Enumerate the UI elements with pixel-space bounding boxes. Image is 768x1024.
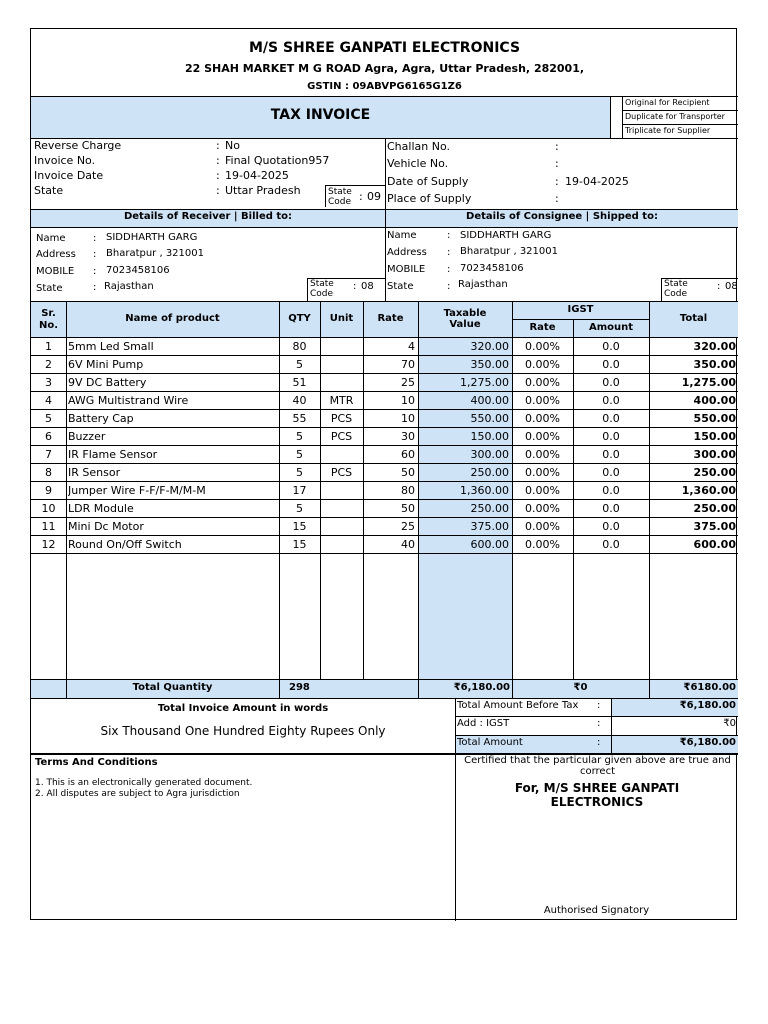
colon: : [359,190,363,203]
colon: : [93,266,97,277]
cell-product: Jumper Wire F-F/F-M/M-M [68,484,206,497]
consignee-state-code: 08 [725,281,738,292]
cell-total: 350.00 [693,358,736,371]
consignee-address-label: Address [387,247,427,258]
cell-rate: 50 [401,502,415,515]
header-unit: Unit [329,313,354,324]
cell-sr: 10 [41,502,56,515]
consignee-mobile-label: MOBILE [387,264,426,275]
receiver-state-code-label: State Code [310,279,334,299]
state-value: Uttar Pradesh [225,184,301,197]
cell-product: Round On/Off Switch [68,538,182,551]
cell-igst-rate: 0.00% [525,484,560,497]
cell-taxable: 150.00 [470,430,509,443]
igst-label: Add : IGST [457,718,510,729]
colon: : [555,175,559,188]
cell-rate: 10 [401,412,415,425]
receiver-address: Bharatpur , 321001 [106,248,204,259]
receiver-address-label: Address [36,249,76,260]
invoice-date-value: 19-04-2025 [225,169,289,182]
cell-product: 6V Mini Pump [68,358,144,371]
consignee-heading: Details of Consignee | Shipped to: [466,211,658,222]
cell-sr: 1 [45,340,52,353]
cell-product: Mini Dc Motor [68,520,144,533]
header-sr: Sr. No. [38,308,59,331]
consignee-name: SIDDHARTH GARG [460,230,552,241]
total-taxable-value: ₹6,180.00 [453,682,510,693]
words-heading: Total Invoice Amount in words [157,703,329,714]
consignee-address: Bharatpur , 321001 [460,246,558,257]
cell-qty: 5 [296,430,303,443]
cell-igst-amount: 0.0 [602,466,620,479]
receiver-name: SIDDHARTH GARG [106,232,198,243]
vehicle-label: Vehicle No. [387,157,449,170]
copy-duplicate: Duplicate for Transporter [625,112,725,121]
challan-label: Challan No. [387,140,450,153]
cell-taxable: 1,275.00 [460,376,509,389]
colon: : [555,140,559,153]
colon: : [93,233,97,244]
header-igst-rate: Rate [529,322,556,333]
cell-igst-rate: 0.00% [525,376,560,389]
cell-unit: PCS [330,412,353,425]
consignee-mobile: 7023458106 [460,263,524,274]
colon: : [597,737,601,748]
cell-product: 5mm Led Small [68,340,154,353]
cell-taxable: 250.00 [470,502,509,515]
cell-sr: 11 [41,520,56,533]
colon: : [216,184,220,197]
cell-taxable: 375.00 [470,520,509,533]
cell-igst-amount: 0.0 [602,340,620,353]
colon: : [447,247,451,258]
cell-total: 400.00 [693,394,736,407]
cell-unit: PCS [330,466,353,479]
colon: : [93,249,97,260]
cell-rate: 50 [401,466,415,479]
before-tax-value: ₹6,180.00 [679,700,736,711]
cell-igst-rate: 0.00% [525,412,560,425]
cell-rate: 70 [401,358,415,371]
colon: : [216,169,220,182]
cell-rate: 60 [401,448,415,461]
total-quantity-label: Total Quantity [132,682,213,693]
receiver-mobile: 7023458106 [106,265,170,276]
header-total: Total [679,313,708,324]
cell-sr: 3 [45,376,52,389]
place-supply-label: Place of Supply [387,192,472,205]
cell-taxable: 1,360.00 [460,484,509,497]
reverse-charge-label: Reverse Charge [34,139,122,152]
cell-total: 1,275.00 [681,376,736,389]
cell-sr: 7 [45,448,52,461]
copy-original: Original for Recipient [625,98,710,107]
total-quantity-value: 298 [289,682,310,693]
cell-product: LDR Module [68,502,134,515]
date-supply-value: 19-04-2025 [565,175,629,188]
invoice-title: TAX INVOICE [270,107,371,123]
colon: : [353,281,357,292]
certification-text: Certified that the particular given above are true and correct [464,755,731,777]
table-row [31,428,738,446]
colon: : [93,282,97,293]
cell-igst-amount: 0.0 [602,412,620,425]
receiver-state-label: State [36,283,63,294]
company-gstin: GSTIN : 09ABVPG6165G1Z6 [307,81,462,92]
cell-igst-amount: 0.0 [602,448,620,461]
cell-total: 1,360.00 [681,484,736,497]
colon: : [555,157,559,170]
company-address: 22 SHAH MARKET M G ROAD Agra, Agra, Uttar Pradesh, 282001, [184,62,585,75]
cell-igst-rate: 0.00% [525,394,560,407]
table-row [31,446,738,464]
cell-qty: 40 [292,394,307,407]
cell-taxable: 400.00 [470,394,509,407]
cell-sr: 2 [45,358,52,371]
cell-igst-amount: 0.0 [602,376,620,389]
state-code-label: State Code [328,187,352,207]
cell-qty: 5 [296,502,303,515]
copy-triplicate: Triplicate for Supplier [625,126,711,135]
total-grand-value: ₹6180.00 [683,682,736,693]
cell-total: 250.00 [693,466,736,479]
header-qty: QTY [288,313,311,324]
cell-total: 250.00 [693,502,736,515]
cell-igst-rate: 0.00% [525,430,560,443]
receiver-name-label: Name [36,233,66,244]
cell-taxable: 250.00 [470,466,509,479]
invoice-date-label: Invoice Date [34,169,104,182]
cell-qty: 55 [292,412,307,425]
table-row [31,464,738,482]
cell-taxable: 350.00 [470,358,509,371]
cell-taxable: 600.00 [470,538,509,551]
cell-rate: 80 [401,484,415,497]
cell-product: IR Flame Sensor [68,448,158,461]
colon: : [597,718,601,729]
cell-igst-amount: 0.0 [602,538,620,551]
colon: : [717,281,721,292]
cell-igst-rate: 0.00% [525,520,560,533]
table-row [31,518,738,536]
table-row [31,374,738,392]
cell-product: 9V DC Battery [68,376,147,389]
colon: : [597,700,601,711]
colon: : [447,264,451,275]
cell-qty: 51 [292,376,307,389]
colon: : [447,281,451,292]
header-taxable: Taxable Value [443,308,487,330]
receiver-state: Rajasthan [104,281,154,292]
cell-qty: 15 [292,520,307,533]
cell-igst-rate: 0.00% [525,538,560,551]
cell-igst-rate: 0.00% [525,466,560,479]
cell-unit: PCS [330,430,353,443]
cell-igst-rate: 0.00% [525,448,560,461]
cell-qty: 5 [296,358,303,371]
for-company: For, M/S SHREE GANPATI ELECTRONICS [514,781,680,809]
cell-rate: 25 [401,520,415,533]
cell-igst-rate: 0.00% [525,358,560,371]
table-row [31,482,738,500]
consignee-name-label: Name [387,230,417,241]
cell-unit: MTR [329,394,354,407]
cell-total: 320.00 [693,340,736,353]
cell-product: Buzzer [68,430,106,443]
cell-qty: 80 [292,340,307,353]
before-tax-label: Total Amount Before Tax [457,700,579,711]
cell-sr: 12 [41,538,56,551]
table-row [31,356,738,374]
header-rate: Rate [377,313,404,324]
cell-total: 150.00 [693,430,736,443]
cell-rate: 30 [401,430,415,443]
authorised-signatory: Authorised Signatory [543,905,650,916]
table-row [31,536,738,554]
cell-taxable: 550.00 [470,412,509,425]
header-igst-amount: Amount [588,322,634,333]
amount-in-words: Six Thousand One Hundred Eighty Rupees Only [100,724,386,738]
terms-line-1: 1. This is an electronically generated document. [35,778,253,788]
cell-taxable: 320.00 [470,340,509,353]
cell-sr: 9 [45,484,52,497]
invoice-no-label: Invoice No. [34,154,96,167]
cell-igst-rate: 0.00% [525,340,560,353]
cell-total: 550.00 [693,412,736,425]
table-row [31,392,738,410]
cell-igst-amount: 0.0 [602,394,620,407]
receiver-mobile-label: MOBILE [36,266,75,277]
cell-product: Battery Cap [68,412,134,425]
cell-sr: 8 [45,466,52,479]
cell-sr: 5 [45,412,52,425]
cell-igst-amount: 0.0 [602,358,620,371]
igst-value: ₹0 [723,718,736,729]
colon: : [216,154,220,167]
table-row [31,338,738,356]
terms-line-2: 2. All disputes are subject to Agra jurisdiction [35,789,240,799]
invoice-no-value: Final Quotation957 [225,154,330,167]
cell-total: 375.00 [693,520,736,533]
terms-heading: Terms And Conditions [35,757,158,768]
date-supply-label: Date of Supply [387,175,469,188]
consignee-state-code-label: State Code [664,279,688,299]
cell-sr: 6 [45,430,52,443]
cell-rate: 40 [401,538,415,551]
state-label: State [34,184,64,197]
cell-rate: 10 [401,394,415,407]
cell-qty: 15 [292,538,307,551]
consignee-state-label: State [387,281,414,292]
header-igst: IGST [567,304,594,315]
total-amount-label: Total Amount [457,737,523,748]
cell-igst-amount: 0.0 [602,520,620,533]
receiver-state-code: 08 [361,281,374,292]
cell-sr: 4 [45,394,52,407]
cell-rate: 4 [408,340,415,353]
tax-invoice-document [30,28,737,920]
table-row [31,410,738,428]
reverse-charge-value: No [225,139,240,152]
cell-total: 300.00 [693,448,736,461]
colon: : [216,139,220,152]
cell-igst-amount: 0.0 [602,502,620,515]
colon: : [447,230,451,241]
cell-total: 600.00 [693,538,736,551]
cell-product: AWG Multistrand Wire [68,394,189,407]
cell-rate: 25 [401,376,415,389]
receiver-heading: Details of Receiver | Billed to: [123,211,293,222]
cell-taxable: 300.00 [470,448,509,461]
total-amount-value: ₹6,180.00 [679,737,736,748]
cell-qty: 5 [296,448,303,461]
cell-qty: 17 [292,484,307,497]
cell-product: IR Sensor [68,466,121,479]
state-code-value: 09 [367,190,381,203]
cell-igst-amount: 0.0 [602,484,620,497]
cell-qty: 5 [296,466,303,479]
colon: : [555,192,559,205]
table-row [31,500,738,518]
total-igst-value: ₹0 [573,682,588,693]
consignee-state: Rajasthan [458,279,508,290]
cell-igst-amount: 0.0 [602,430,620,443]
cell-igst-rate: 0.00% [525,502,560,515]
company-name: M/S SHREE GANPATI ELECTRONICS [248,40,521,56]
header-product: Name of product [125,313,220,324]
